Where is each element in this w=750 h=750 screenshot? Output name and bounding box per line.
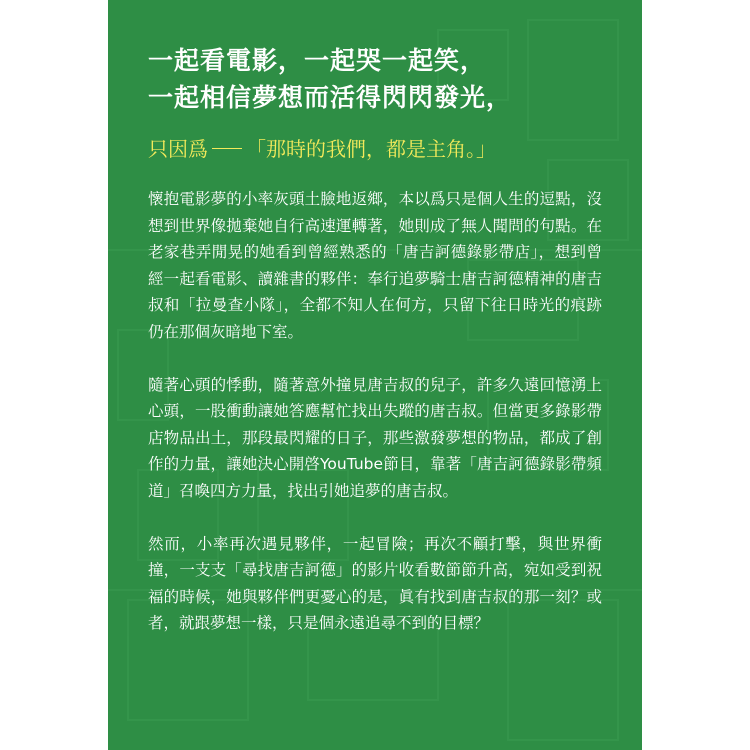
tagline — [148, 134, 602, 164]
em-dash-line — [212, 148, 242, 150]
green-page-panel — [108, 0, 642, 750]
headline — [148, 42, 602, 116]
headline-line-2: 一起相信夢想而活得閃閃發光， — [148, 83, 513, 112]
headline-line-1: 一起看電影，一起哭一起笑， — [148, 46, 487, 75]
paragraph-1: 懷抱電影夢的小率灰頭土臉地返鄉，本以爲只是個人生的逗點，沒想到世界像拋棄她自行高速運轉著，她則成了無人聞問的句點。在老家巷弄閒晃的她看到曾經熟悉的「唐吉訶德錄影帶店」，想到曾經一起看電影、讀雜書的夥伴：奉行追夢騎士唐吉訶德精神的唐吉叔和「拉曼查小隊」，全都不知人在何方，只留下往日時光的痕跡仍在那個灰暗地下室。 — [148, 190, 602, 341]
book-blurb — [148, 42, 602, 637]
paragraph-3: 然而，小率再次遇見夥伴，一起冒險；再次不顧打擊，與世界衝撞，一支支「尋找唐吉訶德」的影片收看數節節升高，宛如受到祝福的時候，她與夥伴們更憂心的是，眞有找到唐吉叔的那一刻？或者，就跟夢想一樣，只是個永遠追尋不到的目標？ — [148, 534, 602, 632]
tagline-prefix: 只因爲 — [148, 137, 208, 161]
paragraph-2: 隨著心頭的悸動，隨著意外撞見唐吉叔的兒子，許多久遠回憶湧上心頭，一股衝動讓她答應幫忙找出失蹤的唐吉叔。但當更多錄影帶店物品出土，那段最閃耀的日子，那些激發夢想的物品，都成了創作的力量，讓她決心開啓YouTube節目，靠著「唐吉訶德錄影帶頻道」召喚四方力量，找出引她追夢的唐吉叔。 — [148, 375, 602, 500]
tagline-quote: 「那時的我們，都是主角。」 — [246, 137, 496, 161]
